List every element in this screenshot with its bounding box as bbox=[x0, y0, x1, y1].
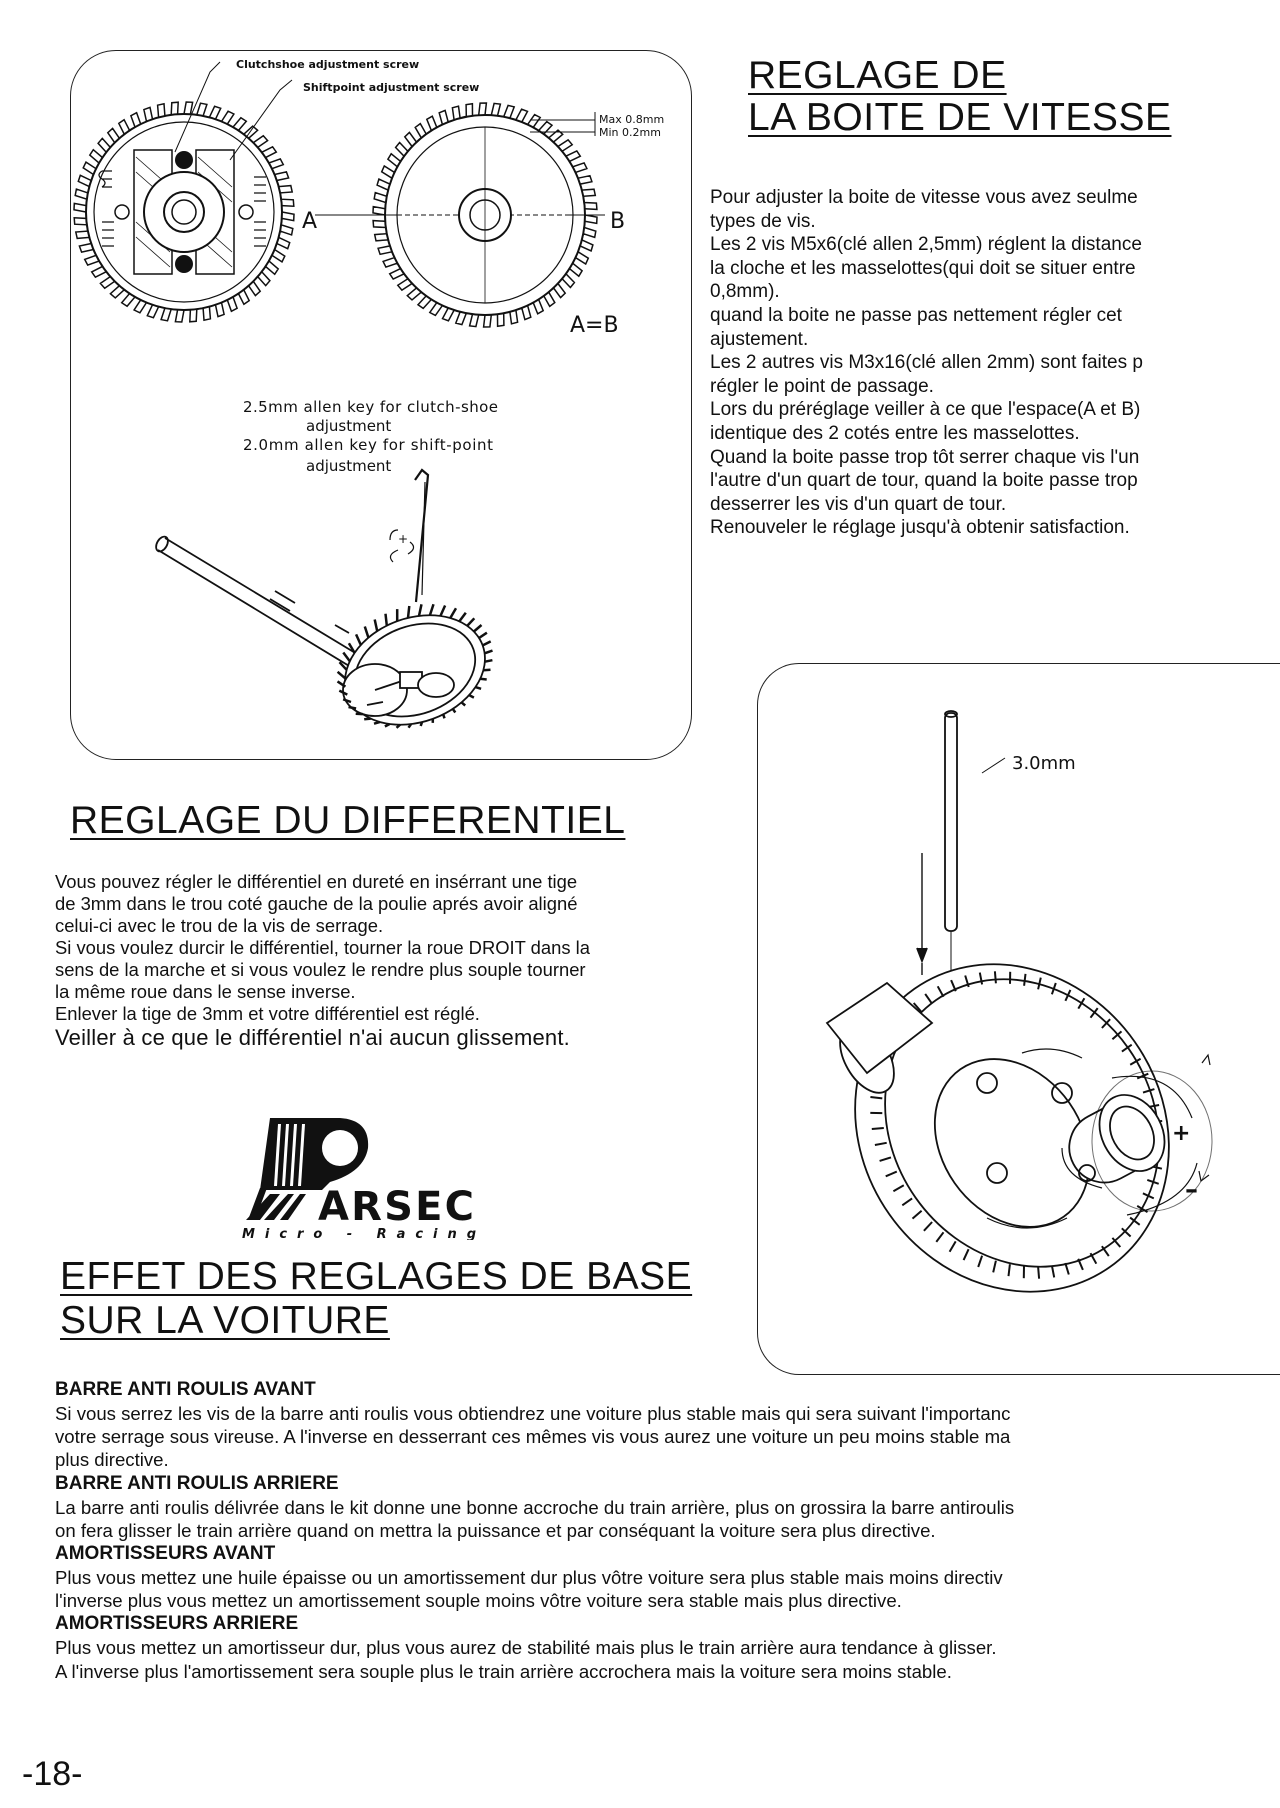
diff-title-text: REGLAGE DU DIFFERENTIEL bbox=[70, 799, 626, 842]
diff-line: la même roue dans le sense inverse. bbox=[55, 981, 356, 1002]
gearbox-line: Lors du préréglage veiller à ce que l'espace(A et B) bbox=[710, 399, 1141, 421]
arsec-tagline: Micro - Racing bbox=[242, 1227, 482, 1240]
gearbox-title bbox=[748, 55, 1171, 139]
key-note-clutch: 2.5mm allen key for clutch-shoe bbox=[243, 398, 498, 416]
shaft-assembly bbox=[154, 470, 501, 743]
diff-line: Enlever la tige de 3mm et votre différentiel est réglé. bbox=[55, 1003, 480, 1024]
gearbox-line: l'autre d'un quart de tour, quand la boite passe trop bbox=[710, 470, 1138, 492]
gearbox-line: Quand la boite passe trop tôt serrer chaque vis l'un bbox=[710, 446, 1140, 468]
gearbox-text bbox=[710, 186, 1280, 540]
callout-clutchshoe-screw: Clutchshoe adjustment screw bbox=[236, 58, 420, 71]
label-a: A bbox=[302, 209, 318, 234]
gearbox-line: Les 2 autres vis M3x16(clé allen 2mm) sont faites p bbox=[710, 352, 1143, 374]
gearbox-line: 0,8mm). bbox=[710, 281, 780, 303]
effects-line: votre serrage sous vireuse. A l'inverse en desserrant ces mêmes vis vous aurez une voiture un peu moins stable ma bbox=[55, 1426, 1011, 1448]
key-note-shift: 2.0mm allen key for shift-point bbox=[243, 436, 493, 454]
gearbox-line: la cloche et les masselottes(qui doit se situer entre bbox=[710, 257, 1136, 279]
diff-line: sens de la marche et si vous voulez le rendre plus souple tourner bbox=[55, 959, 586, 980]
gearbox-line: ajustement. bbox=[710, 328, 809, 350]
gearbox-line: régler le point de passage. bbox=[710, 375, 934, 397]
effects-title bbox=[60, 1255, 692, 1343]
min-gap-label: Min 0.2mm bbox=[599, 126, 661, 139]
effects-line: on fera glisser le train arrière quand on mettra la puissance et par conséquant la voiture sera plus directive. bbox=[55, 1519, 936, 1541]
callout-shiftpoint-screw: Shiftpoint adjustment screw bbox=[303, 81, 480, 94]
diff-line: Vous pouvez régler le différentiel en dureté en insérrant une tige bbox=[55, 871, 578, 892]
effects-text bbox=[55, 1378, 1280, 1683]
gearbox-title-line1: REGLAGE DE bbox=[748, 54, 1007, 97]
key-note-clutch-2: adjustment bbox=[306, 417, 392, 435]
effects-title-line1: EFFET DES REGLAGES DE BASE bbox=[60, 1255, 693, 1298]
diff-line: Si vous voulez durcir le différentiel, tourner la roue DROIT dans la bbox=[55, 937, 590, 958]
effects-heading-front-shocks: AMORTISSEURS AVANT bbox=[55, 1543, 276, 1565]
arsec-logo bbox=[230, 1110, 500, 1240]
effects-line: La barre anti roulis délivrée dans le kit donne une bonne accroche du train arrière, plus on grossira la barre antiroulis bbox=[55, 1496, 1015, 1518]
diff-title bbox=[70, 800, 625, 842]
label-b: B bbox=[610, 209, 626, 234]
diff-final-line: Veiller à ce que le différentiel n'ai aucun glissement. bbox=[55, 1025, 570, 1050]
gearbox-line: desserrer les vis d'un quart de tour. bbox=[710, 493, 1007, 515]
gearbox-line: Pour adjuster la boite de vitesse vous avez seulme bbox=[710, 187, 1138, 208]
label-a-equals-b: A=B bbox=[570, 313, 619, 338]
svg-text:+: + bbox=[398, 532, 409, 546]
max-gap-label: Max 0.8mm bbox=[599, 113, 665, 126]
effects-heading-front-antiroll: BARRE ANTI ROULIS AVANT bbox=[55, 1379, 316, 1400]
effects-heading-rear-shocks: AMORTISSEURS ARRIERE bbox=[55, 1613, 299, 1635]
key-note-shift-2: adjustment bbox=[306, 457, 392, 475]
diff-line: celui-ci avec le trou de la vis de serrage. bbox=[55, 915, 384, 936]
gearbox-title-line2: LA BOITE DE VITESSE bbox=[748, 96, 1172, 139]
gearbox-line: Renouveler le réglage jusqu'à obtenir satisfaction. bbox=[710, 517, 1130, 539]
gearbox-line: quand la boite ne passe pas nettement régler cet bbox=[710, 304, 1122, 326]
effects-line: Plus vous mettez une huile épaisse ou un amortissement dur plus vôtre voiture sera plus stable mais moins directiv bbox=[55, 1567, 1003, 1589]
diff-diagram bbox=[757, 663, 1280, 1375]
effects-heading-rear-antiroll: BARRE ANTI ROULIS ARRIERE bbox=[55, 1472, 339, 1494]
clutch-gear-right bbox=[373, 103, 597, 327]
effects-line: A l'inverse plus l'amortissement sera souple plus le train arrière accrochera mais la voiture sera moins stable. bbox=[55, 1660, 952, 1682]
rod-diameter-label: 3.0mm bbox=[1012, 753, 1076, 774]
loosen-minus-sign: – bbox=[1185, 1175, 1198, 1205]
effects-line: l'inverse plus vous mettez un amortissement souple moins vôtre voiture sera stable mais plus directive. bbox=[55, 1590, 902, 1612]
diff-line: de 3mm dans le trou coté gauche de la poulie aprés avoir aligné bbox=[55, 893, 578, 914]
effects-line: plus directive. bbox=[55, 1449, 169, 1471]
clutch-gear-left bbox=[74, 102, 294, 322]
tighten-plus-sign: + bbox=[1172, 1121, 1191, 1146]
gearbox-line: Les 2 vis M5x6(clé allen 2,5mm) réglent la distance bbox=[710, 234, 1142, 256]
gearbox-line: types de vis. bbox=[710, 210, 816, 232]
effects-line: Plus vous mettez un amortisseur dur, plus vous aurez de stabilité mais plus le train arrière aura tendance à glisser. bbox=[55, 1637, 997, 1659]
effects-title-line2: SUR LA VOITURE bbox=[60, 1299, 390, 1342]
diff-text bbox=[55, 871, 735, 1051]
page-number: -18- bbox=[22, 1755, 83, 1793]
gearbox-line: identique des 2 cotés entre les masselottes. bbox=[710, 422, 1080, 444]
effects-line: Si vous serrez les vis de la barre anti roulis vous obtiendrez une voiture plus stable mais qui sera suivant l'importanc bbox=[55, 1403, 1011, 1424]
arsec-brand: ARSEC bbox=[318, 1184, 478, 1230]
gearbox-diagram bbox=[70, 50, 692, 760]
